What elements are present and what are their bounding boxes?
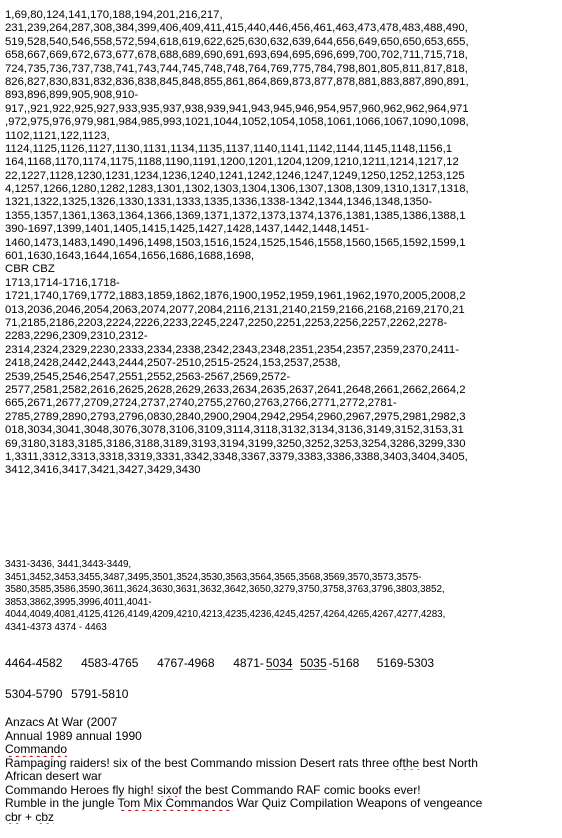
title-list [5, 716, 557, 824]
text-line: 164,1168,1170,1174,1175,1188,1190,1191,1200,1201,1204,1209,1210,1211,1214,1217,12 [5, 156, 459, 169]
issue-number-list-2 [5, 559, 557, 635]
title-cbr-cbz: cbr + cbz [5, 810, 55, 824]
text-line: 3451,3452,3453,3455,3487,3495,3501,3524,3530,3563,3564,3565,3568,3569,3570,3573,3575- [5, 571, 422, 583]
title-commando: Commando [5, 743, 68, 756]
range-item: 5791-5810 [71, 688, 129, 701]
text-line: 1713,1714-1716,1718- [5, 276, 120, 289]
text-line: 013,2036,2046,2054,2063,2074,2077,2084,2116,2131,2140,2159,2166,2168,2169,2170,21 [5, 303, 465, 316]
text-line: 1,3311,3312,3313,3318,3319,3331,3342,3348,3367,3379,3383,3386,3388,3403,3404,3405, [5, 450, 468, 463]
text-line: 2314,2324,2329,2230,2333,2334,2338,2342,2343,2348,2351,2354,2357,2359,2370,2411- [5, 343, 459, 356]
text-line: 3580,3585,3586,3590,3611,3624,3630,3631,3632,3642,3650,3279,3750,3758,3763,3796,3803,3852, [5, 584, 445, 596]
text-line: 724,735,736,737,738,741,743,744,745,748,748,764,769,775,784,798,801,805,811,817,818, [5, 62, 468, 75]
title-african: African desert war [5, 770, 102, 783]
title-anzacs: Anzacs At War (2007 [5, 716, 118, 729]
text-line: 231,239,264,287,308,384,399,406,409,411,415,440,446,456,461,463,473,478,483,488,490, [5, 22, 468, 35]
text-line: 893,896,899,905,908,910- [5, 89, 139, 102]
document-body [5, 9, 557, 478]
text-line: 1,69,80,124,141,170,188,194,201,216,217, [5, 9, 223, 21]
range-item: 5169-5303 [376, 657, 435, 670]
text-line: 2283,2296,2309,2310,2312- [5, 330, 148, 343]
text-line: 519,528,540,546,558,572,594,618,619,622,625,630,632,639,644,656,649,650,650,653,655, [5, 35, 469, 48]
text-line: CBR CBZ [5, 263, 55, 276]
title-annual: Annual 1989 annual 1990 [5, 729, 142, 743]
text-line: 826,827,830,831,832,836,838,845,848,855,861,864,869,873,877,878,881,883,887,890,891, [5, 75, 469, 88]
range-item: 4464-4582 [5, 657, 63, 670]
text-line: 601,1630,1643,1644,1654,1656,1686,1688,1698, [5, 250, 255, 263]
text-line: 390-1697,1399,1401,1405,1415,1425,1427,1428,1437,1442,1448,1451- [5, 223, 369, 236]
text-line: 71,2185,2186,2203,2224,2226,2233,2245,2247,2250,2251,2253,2256,2257,2262,2278- [5, 316, 448, 329]
text-line: 1355,1357,1361,1363,1364,1366,1369,1371,1372,1373,1374,1376,1381,1385,1386,1388,1 [5, 209, 466, 222]
range-list-2 [5, 688, 557, 702]
text-line: 4341-4373 4374 - 4463 [5, 621, 107, 633]
text-line: 2577,2581,2582,2616,2625,2628,2629,2633,2634,2635,2637,2641,2648,2661,2662,2664,2 [5, 383, 466, 396]
text-line: 917,,921,922,925,927,933,935,937,938,939,941,943,945,946,954,957,960,962,962,964,971 [5, 102, 469, 115]
issue-number-list [5, 9, 557, 478]
text-line: 1321,1322,1325,1326,1330,1331,1333,1335,1336,1338-1342,1344,1346,1348,1350- [5, 196, 433, 209]
range-item: 4767-4968 [157, 657, 215, 670]
text-line: 22,1227,1128,1230,1231,1234,1236,1240,1241,1242,1246,1247,1249,1250,1252,1253,125 [5, 169, 465, 182]
range-list-1 [5, 657, 557, 671]
text-line: 2418,2428,2442,2443,2444,2507-2510,2515-2524,153,2537,2538, [5, 357, 341, 370]
range-item: 4871- 5034 5035 -5168 [233, 657, 360, 670]
text-line: 1460,1473,1483,1490,1496,1498,1503,1516,1524,1525,1546,1558,1560,1565,1592,1599,1 [5, 236, 466, 249]
text-line: 69,3180,3183,3185,3186,3188,3189,3193,3194,3199,3250,3252,3253,3254,3286,3299,330 [5, 437, 466, 450]
text-line: 1102,1121,122,1123, [5, 129, 110, 142]
text-line: 1721,1740,1769,1772,1883,1859,1862,1876,1900,1952,1959,1961,1962,1970,2005,2008,2 [5, 290, 466, 303]
title-rampaging: Rampaging raiders! six of the best Commando mission Desert rats three ofthe best North [5, 756, 478, 770]
text-line: 018,3034,3041,3048,3076,3078,3106,3109,3114,3118,3132,3134,3136,3149,3152,3153,31 [5, 424, 464, 437]
text-line: 3431-3436, 3441,3443-3449, [5, 559, 132, 570]
text-line: 658,667,669,672,673,677,678,688,689,690,691,693,694,695,696,699,700,702,711,715,718, [5, 49, 468, 62]
text-line: 4044,4049,4081,4125,4126,4149,4209,4210,4213,4235,4236,4245,4257,4264,4265,4267,4277,4283, [5, 609, 446, 621]
text-line: 1124,1125,1126,1127,1130,1131,1134,1135,1137,1140,1141,1142,1144,1145,1148,1156,1 [5, 142, 453, 155]
text-line: 4,1257,1266,1280,1282,1283,1301,1302,1303,1304,1306,1307,1308,1309,1310,1317,1318, [5, 183, 469, 196]
text-line: 3412,3416,3417,3421,3427,3429,3430 [5, 464, 201, 477]
range-item: 5304-5790 [5, 688, 63, 701]
text-line: 665,2671,2677,2709,2724,2737,2740,2755,2760,2763,2766,2771,2772,2781- [5, 397, 397, 410]
title-heroes: Commando Heroes fly high! sixof the best Commando RAF comic books ever! [5, 783, 421, 797]
text-line: 3853,3862,3995,3996,4011,4041- [5, 596, 152, 608]
title-rumble: Rumble in the jungle Tom Mix Commandos War Quiz Compilation Weapons of vengeance [5, 797, 483, 810]
text-line: ,972,975,976,979,981,984,985,993,1021,1044,1052,1054,1058,1061,1066,1067,1090,1098, [5, 116, 469, 129]
text-line: 2539,2545,2546,2547,2551,2552,2563-2567,2569,2572- [5, 370, 291, 383]
text-line: 2785,2789,2890,2793,2796,0830,2840,2900,2904,2942,2954,2960,2967,2975,2981,2982,3 [5, 410, 466, 423]
range-item: 4583-4765 [81, 657, 139, 670]
